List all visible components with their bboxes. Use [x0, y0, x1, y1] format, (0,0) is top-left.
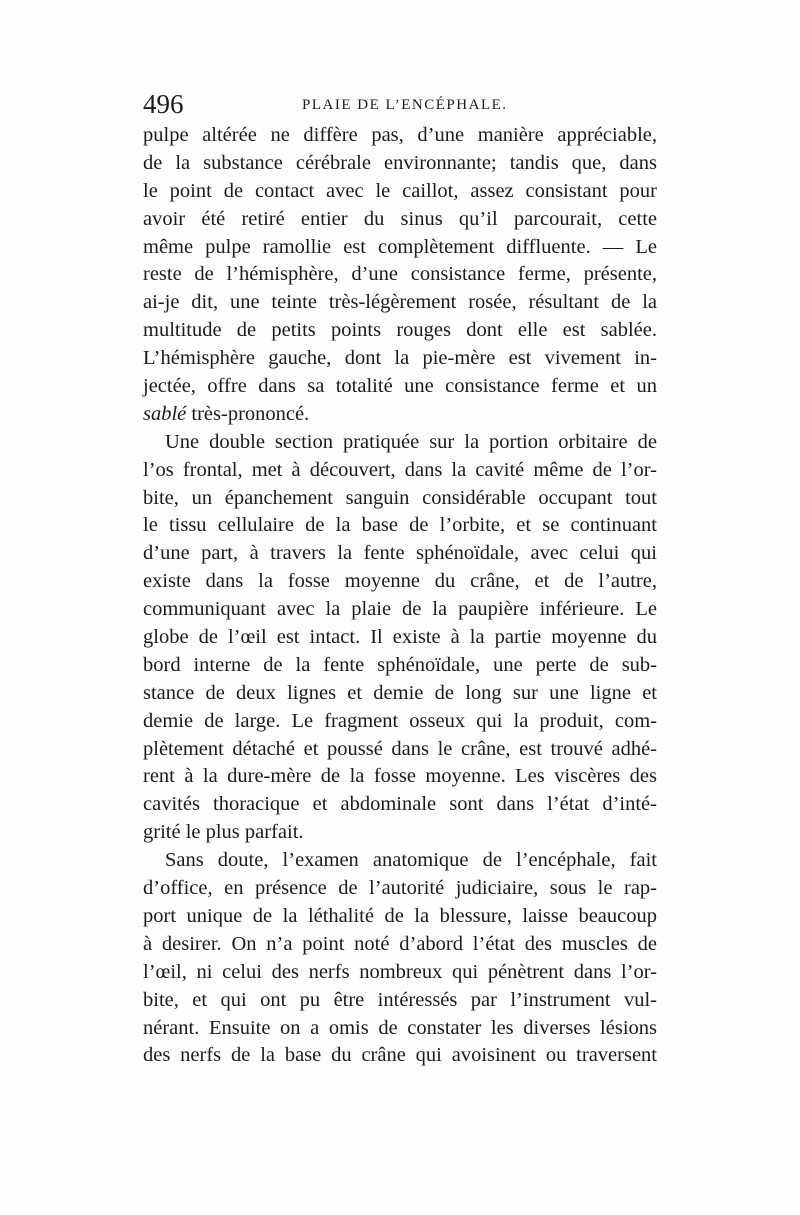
text-line: globe de l’œil est intact. Il existe à la partie moyenne du: [143, 626, 657, 649]
text-line: même pulpe ramollie est complètement diffluente. — Le: [143, 235, 657, 258]
text-line: le tissu cellulaire de la base de l’orbite, et se continuant: [143, 514, 657, 537]
text-line: des nerfs de la base du crâne qui avoisinent ou traversent: [143, 1044, 657, 1067]
running-head: PLAIE DE L’ENCÉPHALE.: [302, 97, 508, 113]
text-line: [143, 401, 657, 429]
text-line: Une double section pratiquée sur la portion orbitaire de: [165, 430, 657, 453]
text-line: l’œil, ni celui des nerfs nombreux qui pénètrent dans l’or-: [143, 960, 657, 983]
text-line: L’hémisphère gauche, dont la pie-mère est vivement in-: [143, 347, 657, 370]
italic-word: sablé: [143, 402, 187, 425]
page-header: [143, 86, 657, 122]
text-line: stance de deux lignes et demie de long sur une ligne et: [143, 681, 657, 704]
text-line: pulpe altérée ne diffère pas, d’une manière appréciable,: [143, 124, 657, 146]
text-line: l’os frontal, met à découvert, dans la cavité même de l’or-: [143, 458, 657, 481]
text-line: cavités thoracique et abdominale sont dans l’état d’inté-: [143, 793, 657, 816]
text-line: avoir été retiré entier du sinus qu’il parcourait, cette: [143, 207, 657, 230]
text-line: nérant. Ensuite on a omis de constater les diverses lésions: [143, 1016, 657, 1039]
text-line: bite, un épanchement sanguin considérable occupant tout: [143, 486, 657, 509]
text-line: port unique de la léthalité de la blessure, laisse beaucoup: [143, 904, 657, 927]
text-fragment: très-prononcé.: [186, 402, 310, 425]
text-line: rent à la dure-mère de la fosse moyenne. Les viscères des: [143, 765, 657, 788]
text-line: multitude de petits points rouges dont elle est sablée.: [143, 319, 657, 342]
text-line: le point de contact avec le caillot, assez consistant pour: [143, 179, 657, 202]
text-line: reste de l’hémisphère, d’une consistance ferme, présente,: [143, 263, 657, 286]
text-line: ai-je dit, une teinte très-légèrement rosée, résultant de la: [143, 291, 657, 314]
text-line: existe dans la fosse moyenne du crâne, et de l’autre,: [143, 570, 657, 593]
text-line: bite, et qui ont pu être intéressés par l’instrument vul-: [143, 988, 657, 1011]
text-line: bord interne de la fente sphénoïdale, une perte de sub-: [143, 653, 657, 676]
text-line: d’office, en présence de l’autorité judiciaire, sous le rap-: [143, 877, 657, 900]
text-line: à desirer. On n’a point noté d’abord l’état des muscles de: [143, 932, 657, 955]
text-line: communiquant avec la plaie de la paupière inférieure. Le: [143, 598, 657, 621]
text-line: jectée, offre dans sa totalité une consistance ferme et un: [143, 375, 657, 398]
body-text: [143, 122, 657, 1070]
text-line: de la substance cérébrale environnante; tandis que, dans: [143, 151, 657, 174]
text-line: Sans doute, l’examen anatomique de l’encéphale, fait: [165, 849, 657, 872]
text-line: d’une part, à travers la fente sphénoïdale, avec celui qui: [143, 542, 657, 565]
text-line: demie de large. Le fragment osseux qui la produit, com-: [143, 709, 657, 732]
text-line: plètement détaché et poussé dans le crâne, est trouvé adhé-: [143, 737, 657, 760]
page-number: 496: [143, 89, 184, 119]
text-line: grité le plus parfait.: [143, 821, 304, 844]
